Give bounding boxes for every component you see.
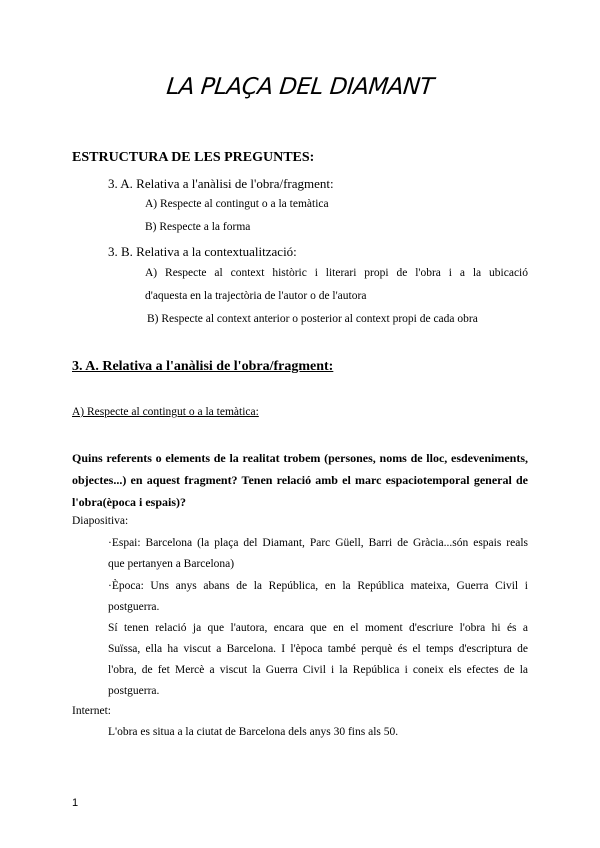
epoca-line: ·Època: Uns anys abans de la República, en la República mateixa, Guerra Civil i [108, 580, 528, 592]
structure-a-heading: 3. A. Relativa a l'anàlisi de l'obra/fragment: [108, 176, 334, 191]
internet-text: L'obra es situa a la ciutat de Barcelona dels anys 30 fins als 50. [108, 726, 399, 738]
structure-b-item-a-line: d'aquesta en la trajectòria de l'autor o de l'autora [145, 290, 367, 302]
epoca-line: postguerra. [108, 601, 160, 613]
question-line: l'obra(època i espais)? [72, 495, 186, 509]
diapositiva-label: Diapositiva: [72, 515, 129, 527]
relacio-line: postguerra. [108, 685, 160, 697]
internet-label: Internet: [72, 705, 111, 717]
relacio-line: Sí tenen relació ja que l'autora, encara que en el moment d'escriure l'obra hi és a [108, 622, 528, 634]
question-line: objectes...) en aquest fragment? Tenen relació amb el marc espaciotemporal general de [72, 473, 528, 487]
relacio-line: l'obra, de fet Mercè a viscut la Guerra Civil i la República i coneix els efectes de la [108, 664, 528, 676]
espai-line: que pertanyen a Barcelona) [108, 558, 235, 570]
structure-heading: ESTRUCTURA DE LES PREGUNTES: [72, 150, 315, 165]
structure-a-item: B) Respecte a la forma [145, 221, 251, 233]
page-number: 1 [72, 797, 79, 809]
structure-a-item: A) Respecte al contingut o a la temàtica [145, 198, 329, 210]
document-title: LA PLAÇA DEL DIAMANT [165, 74, 435, 100]
structure-b-item-b: B) Respecte al context anterior o posterior al context propi de cada obra [147, 313, 478, 325]
structure-b-heading: 3. B. Relativa a la contextualització: [108, 244, 297, 259]
structure-b-item-a-line: A) Respecte al context històric i literari propi de l'obra i a la ubicació [145, 267, 528, 279]
section-subheading: A) Respecte al contingut o a la temàtica: [72, 406, 259, 418]
espai-line: ·Espai: Barcelona (la plaça del Diamant, Parc Güell, Barri de Gràcia...són espais reals [108, 537, 528, 549]
section-heading: 3. A. Relativa a l'anàlisi de l'obra/fragment: [72, 359, 334, 374]
question-line: Quins referents o elements de la realitat trobem (persones, noms de lloc, esdeveniments, [72, 451, 528, 465]
relacio-line: Suïssa, ella ha viscut a Barcelona. I l'època també perquè és el temps d'escriptura de [108, 643, 528, 655]
